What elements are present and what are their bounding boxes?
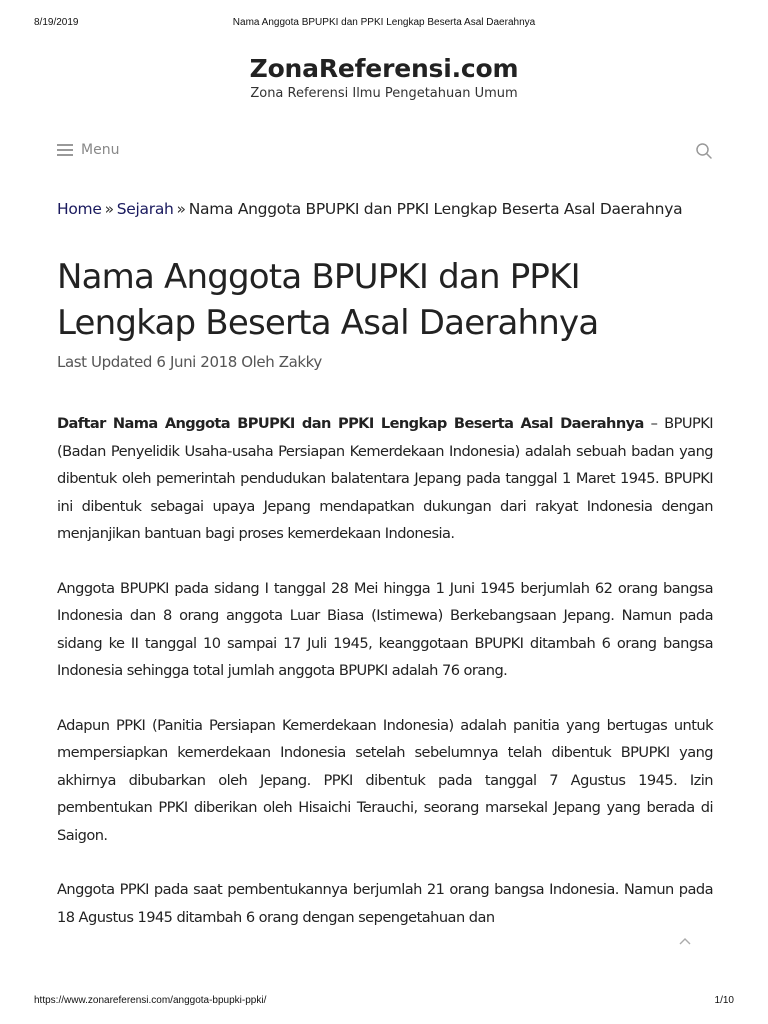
breadcrumb-category-link[interactable]: Sejarah — [116, 200, 174, 218]
scroll-to-top-button[interactable] — [676, 934, 694, 948]
article-intro-text: – BPUPKI (Badan Penyelidik Usaha-usaha Persiapan Kemerdekaan Indonesia) adalah sebuah badan yang dibentuk oleh pemerintah pendudukan balatentara Jepang pada tanggal 1 Maret 1945. BPUPKI ini dibentuk sebagai upaya Jepang mendapatkan dukungan dari rakyat Indonesia dengan menjanjikan bantuan bagi proses kemerdekaan Indonesia. — [57, 415, 713, 542]
print-doc-title: Nama Anggota BPUPKI dan PPKI Lengkap Beserta Asal Daerahnya — [232, 17, 536, 28]
article-title: Nama Anggota BPUPKI dan PPKI Lengkap Beserta Asal Daerahnya — [57, 257, 599, 343]
print-url: https://www.zonareferensi.com/anggota-bpupki-ppki/ — [34, 995, 267, 1006]
main-navigation — [57, 140, 713, 164]
print-footer — [0, 995, 768, 1009]
menu-label: Menu — [81, 142, 120, 158]
article-meta: Last Updated 6 Juni 2018 Oleh Zakky — [57, 353, 322, 371]
site-title[interactable]: ZonaReferensi.com — [249, 54, 519, 83]
site-tagline: Zona Referensi Ilmu Pengetahuan Umum — [250, 86, 518, 101]
print-date: 8/19/2019 — [34, 17, 79, 28]
article-intro-bold: Daftar Nama Anggota BPUPKI dan PPKI Lengkap Beserta Asal Daerahnya — [57, 415, 644, 432]
article-intro-paragraph — [57, 410, 713, 548]
article-content — [57, 410, 713, 958]
breadcrumb-separator: » — [104, 200, 114, 218]
hamburger-icon — [57, 144, 73, 156]
search-button[interactable] — [695, 142, 713, 160]
search-icon — [695, 142, 713, 160]
print-page-number: 1/10 — [714, 995, 734, 1006]
breadcrumb-separator: » — [176, 200, 186, 218]
site-header — [0, 54, 768, 101]
breadcrumb-current: Nama Anggota BPUPKI dan PPKI Lengkap Beserta Asal Daerahnya — [188, 200, 683, 218]
article-paragraph: Anggota PPKI pada saat pembentukannya berjumlah 21 orang bangsa Indonesia. Namun pada 18 Agustus 1945 ditambah 6 orang dengan sepengetahuan dan — [57, 881, 713, 926]
print-header — [0, 17, 768, 31]
menu-toggle-button[interactable] — [57, 142, 119, 158]
breadcrumb-home-link[interactable]: Home — [57, 200, 102, 218]
breadcrumb — [57, 200, 737, 218]
chevron-up-icon — [676, 934, 694, 948]
article-paragraph: Anggota BPUPKI pada sidang I tanggal 28 Mei hingga 1 Juni 1945 berjumlah 62 orang bangsa Indonesia dan 8 orang anggota Luar Biasa (Istimewa) Berkebangsaan Jepang. Namun pada sidang ke II tanggal 10 sampai 17 Juli 1945, keanggotaan BPUPKI ditambah 6 orang bangsa Indonesia sehingga total jumlah anggota BPUPKI adalah 76 orang. — [57, 579, 713, 679]
article-paragraph: Adapun PPKI (Panitia Persiapan Kemerdekaan Indonesia) adalah panitia yang bertugas untuk mempersiapkan kemerdekaan Indonesia setelah sebelumnya telah dibentuk BPUPKI yang akhirnya dibubarkan oleh Jepang. PPKI dibentuk pada tanggal 7 Agustus 1945. Izin pembentukan PPKI diberikan oleh Hisaichi Terauchi, seorang marsekal Jepang yang berada di Saigon. — [57, 716, 713, 844]
